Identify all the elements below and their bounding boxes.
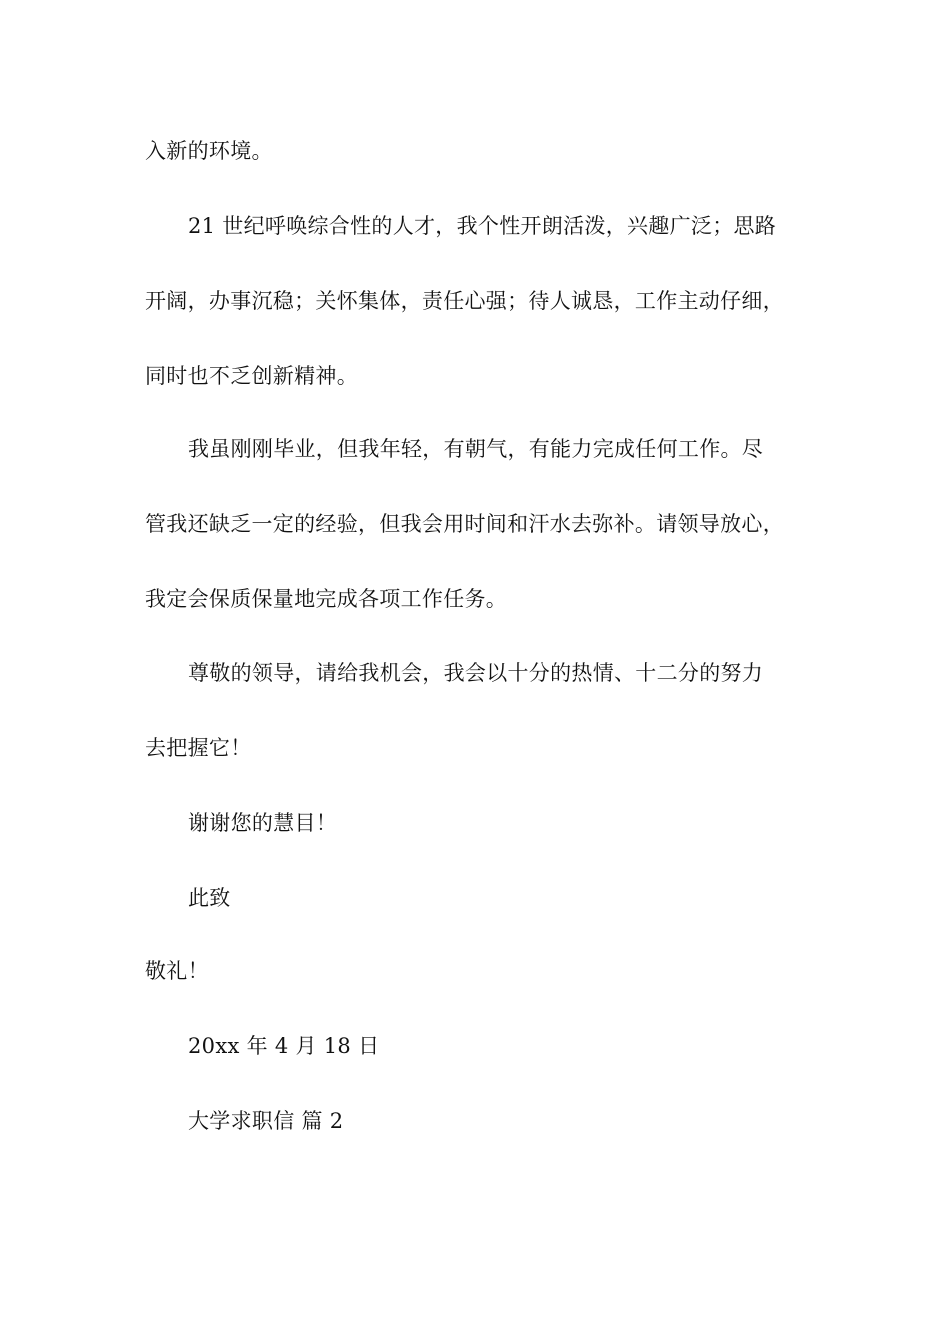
closing-regards: 敬礼！: [145, 959, 209, 983]
paragraph-line: 我定会保质保量地完成各项工作任务。: [145, 587, 508, 611]
closing-salutation: 此致: [188, 886, 231, 910]
closing-thanks: 谢谢您的慧目！: [188, 811, 338, 835]
paragraph-line: 管我还缺乏一定的经验，但我会用时间和汗水去弥补。请领导放心，: [145, 512, 784, 536]
letter-date: 20xx 年 4 月 18 日: [188, 1034, 380, 1058]
paragraph-line: 21 世纪呼唤综合性的人才，我个性开朗活泼，兴趣广泛；思路: [188, 214, 777, 238]
paragraph-line: 入新的环境。: [145, 139, 273, 163]
paragraph-line: 同时也不乏创新精神。: [145, 364, 358, 388]
paragraph-line: 去把握它！: [145, 736, 252, 760]
paragraph-line: 我虽刚刚毕业，但我年轻，有朝气，有能力完成任何工作。尽: [188, 437, 764, 461]
section-title: 大学求职信 篇 2: [188, 1109, 344, 1133]
paragraph-line: 开阔，办事沉稳；关怀集体，责任心强；待人诚恳，工作主动仔细，: [145, 289, 784, 313]
paragraph-line: 尊敬的领导，请给我机会，我会以十分的热情、十二分的努力: [188, 661, 764, 685]
